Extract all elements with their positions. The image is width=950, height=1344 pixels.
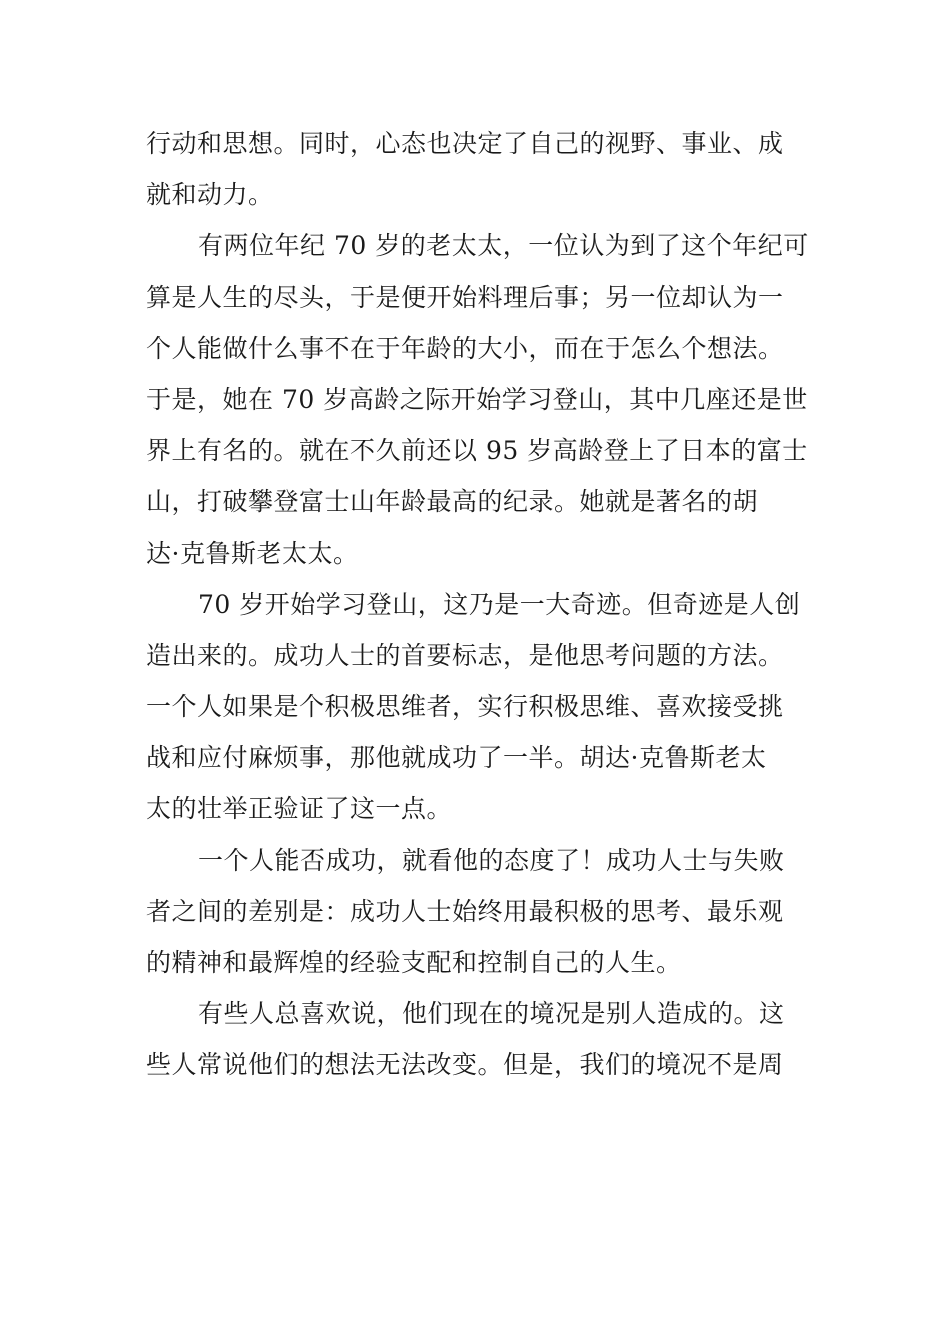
text-line: 于是，她在 70 岁高龄之际开始学习登山，其中几座还是世 bbox=[146, 384, 808, 414]
text-line: 者之间的差别是：成功人士始终用最积极的思考、最乐观 bbox=[146, 896, 784, 926]
text-line: 就和动力。 bbox=[146, 180, 274, 210]
text-line: 山，打破攀登富士山年龄最高的纪录。她就是著名的胡 bbox=[146, 487, 759, 517]
text-line: 个人能做什么事不在于年龄的大小，而在于怎么个想法。 bbox=[146, 333, 784, 363]
text-line: 达·克鲁斯老太太。 bbox=[146, 538, 359, 568]
text-line: 有些人总喜欢说，他们现在的境况是别人造成的。这 bbox=[198, 999, 785, 1029]
text-line: 有两位年纪 70 岁的老太太，一位认为到了这个年纪可 bbox=[198, 231, 809, 261]
text-line: 70 岁开始学习登山，这乃是一大奇迹。但奇迹是人创 bbox=[198, 589, 801, 619]
text-line: 一个人能否成功，就看他的态度了！成功人士与失败 bbox=[198, 845, 785, 875]
body-text bbox=[146, 118, 811, 1091]
text-line: 造出来的。成功人士的首要标志，是他思考问题的方法。 bbox=[146, 640, 784, 670]
text-line: 算是人生的尽头，于是便开始料理后事；另一位却认为一 bbox=[146, 282, 784, 312]
text-line: 的精神和最辉煌的经验支配和控制自己的人生。 bbox=[146, 948, 682, 977]
text-line: 一个人如果是个积极思维者，实行积极思维、喜欢接受挑 bbox=[146, 692, 784, 722]
text-line: 行动和思想。同时，心态也决定了自己的视野、事业、成 bbox=[146, 129, 784, 158]
text-line: 界上有名的。就在不久前还以 95 岁高龄登上了日本的富士 bbox=[146, 436, 808, 466]
text-line: 太的壮举正验证了这一点。 bbox=[146, 794, 453, 824]
text-line: 些人常说他们的想法无法改变。但是，我们的境况不是周 bbox=[146, 1050, 784, 1080]
text-line: 战和应付麻烦事，那他就成功了一半。胡达·克鲁斯老太 bbox=[146, 743, 767, 773]
